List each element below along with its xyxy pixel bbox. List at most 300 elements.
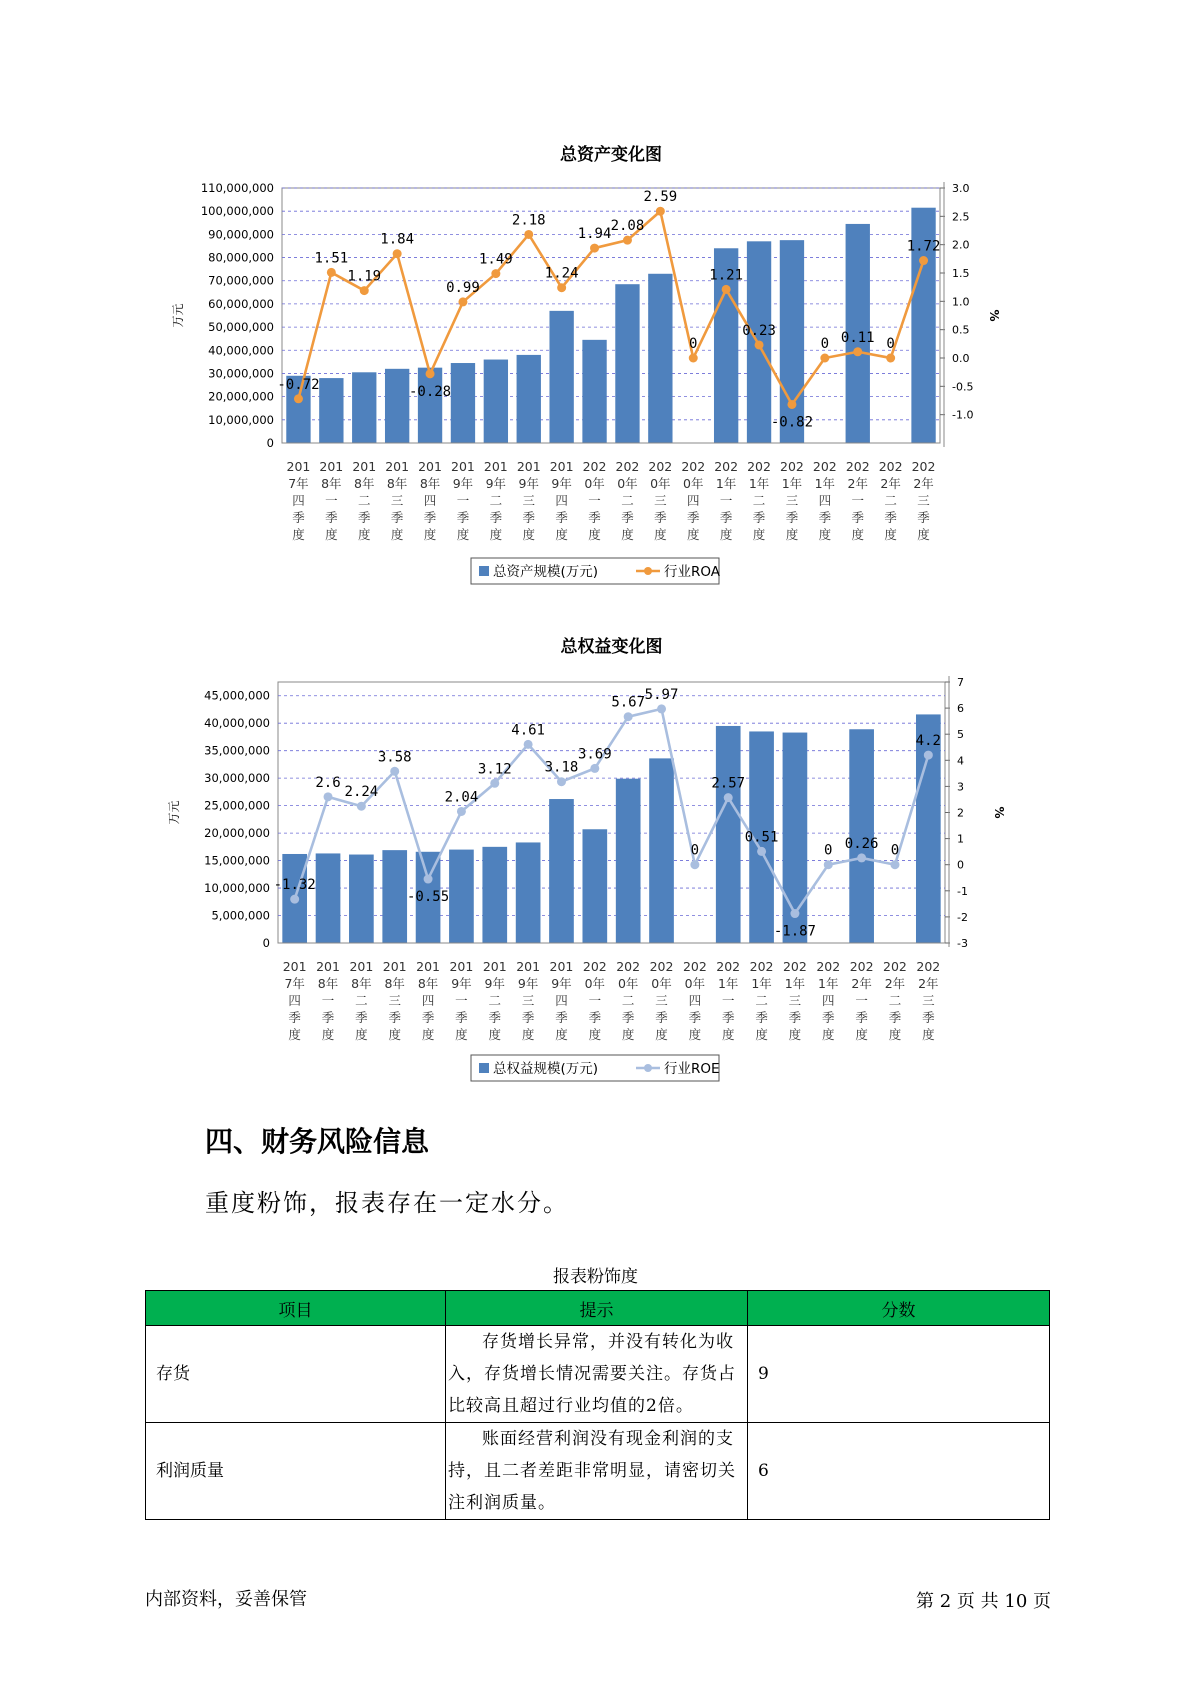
x-tick-label: 201 bbox=[549, 959, 574, 974]
x-tick-label: 度 bbox=[390, 527, 404, 542]
x-tick-label: 季 bbox=[818, 510, 832, 525]
data-label: 4.2 bbox=[915, 733, 941, 750]
data-label: 2.59 bbox=[643, 189, 678, 206]
data-label: 1.51 bbox=[314, 250, 349, 267]
y-tick-label: 60,000,000 bbox=[208, 296, 274, 311]
x-tick-label: 8年 bbox=[351, 976, 372, 991]
x-tick-label: 度 bbox=[355, 1027, 368, 1042]
line-point bbox=[857, 853, 866, 862]
x-tick-label: 季 bbox=[922, 1010, 935, 1025]
x-tick-label: 2年 bbox=[913, 476, 934, 491]
header-score: 分数 bbox=[748, 1291, 1050, 1326]
x-tick-label: 度 bbox=[423, 527, 437, 542]
x-tick-label: 一 bbox=[588, 493, 601, 508]
line-point bbox=[524, 230, 533, 239]
bar bbox=[352, 372, 376, 443]
x-tick-label: 8年 bbox=[321, 476, 342, 491]
x-tick-label: 201 bbox=[449, 959, 474, 974]
x-tick-label: 一 bbox=[719, 493, 733, 508]
x-tick-label: 度 bbox=[455, 1027, 468, 1042]
line-point bbox=[624, 712, 633, 721]
y-tick-label: 15,000,000 bbox=[204, 853, 270, 868]
data-label: 0 bbox=[690, 842, 700, 859]
x-tick-label: 二 bbox=[884, 493, 897, 508]
y2-tick-label: 0.0 bbox=[952, 352, 970, 365]
x-tick-label: 二 bbox=[888, 993, 902, 1008]
y2-tick-label: 0.5 bbox=[952, 323, 970, 337]
data-label: 1.84 bbox=[380, 231, 415, 248]
x-tick-label: 202 bbox=[616, 959, 641, 974]
x-tick-label: 202 bbox=[681, 459, 706, 474]
y-tick-label: 25,000,000 bbox=[204, 798, 270, 813]
x-tick-label: 季 bbox=[621, 1010, 635, 1025]
x-tick-label: 9年 bbox=[452, 476, 474, 491]
x-tick-label: 1年 bbox=[814, 476, 836, 491]
y2-tick-label: 3 bbox=[957, 780, 964, 794]
data-label: 3.12 bbox=[477, 761, 512, 778]
data-label: 0.23 bbox=[742, 322, 776, 339]
line-point bbox=[590, 764, 599, 773]
x-tick-label: 度 bbox=[522, 527, 536, 542]
x-tick-label: 202 bbox=[682, 959, 707, 974]
x-tick-label: 三 bbox=[917, 493, 930, 508]
bar bbox=[549, 311, 573, 443]
x-tick-label: 202 bbox=[916, 959, 941, 974]
data-label: 2.6 bbox=[315, 774, 341, 791]
x-tick-label: 9年 bbox=[517, 976, 539, 991]
bar bbox=[385, 369, 409, 443]
data-label: 3.69 bbox=[577, 746, 612, 763]
line-point bbox=[853, 347, 862, 356]
x-tick-label: 201 bbox=[319, 459, 344, 474]
x-tick-label: 202 bbox=[615, 459, 640, 474]
line-point bbox=[755, 340, 764, 349]
line-point bbox=[919, 256, 928, 265]
x-tick-label: 0年 bbox=[584, 976, 606, 991]
bar bbox=[316, 853, 341, 943]
line-point bbox=[886, 354, 895, 363]
x-tick-label: 2年 bbox=[880, 476, 901, 491]
x-tick-label: 季 bbox=[788, 1010, 802, 1025]
y-tick-label: 0 bbox=[266, 436, 274, 450]
table-row bbox=[146, 1326, 1050, 1423]
legend-bar-swatch bbox=[479, 1063, 489, 1073]
x-tick-label: 度 bbox=[655, 1027, 668, 1042]
row-score: 6 bbox=[748, 1423, 1050, 1520]
total-equity-chart bbox=[0, 630, 1191, 1100]
total-assets-chart bbox=[0, 130, 1191, 600]
line-point bbox=[357, 802, 366, 811]
x-tick-label: 0年 bbox=[651, 976, 672, 991]
bar bbox=[516, 842, 541, 943]
x-tick-label: 季 bbox=[688, 1010, 702, 1025]
x-tick-label: 9年 bbox=[551, 976, 572, 991]
x-tick-label: 2年 bbox=[851, 976, 872, 991]
plot-area bbox=[278, 682, 945, 943]
x-tick-label: 度 bbox=[654, 527, 667, 542]
x-tick-label: 季 bbox=[488, 1010, 502, 1025]
row-score: 9 bbox=[748, 1326, 1050, 1423]
x-tick-label: 202 bbox=[582, 459, 607, 474]
data-label: -0.72 bbox=[277, 376, 320, 393]
x-tick-label: 二 bbox=[357, 493, 371, 508]
x-tick-label: 度 bbox=[555, 527, 568, 542]
x-tick-label: 三 bbox=[521, 993, 535, 1008]
x-tick-label: 季 bbox=[423, 510, 437, 525]
chart-title: 总权益变化图 bbox=[560, 637, 663, 657]
y2-tick-label: 0 bbox=[957, 858, 964, 872]
line-point bbox=[790, 909, 799, 918]
x-tick-label: 三 bbox=[388, 993, 401, 1008]
x-tick-label: 1年 bbox=[717, 976, 739, 991]
row-item: 存货 bbox=[146, 1326, 446, 1423]
x-tick-label: 季 bbox=[456, 510, 470, 525]
header-item: 项目 bbox=[146, 1291, 446, 1326]
y-tick-label: 10,000,000 bbox=[208, 412, 274, 427]
x-tick-label: 202 bbox=[782, 959, 807, 974]
x-tick-label: 季 bbox=[455, 1010, 468, 1025]
x-tick-label: 四 bbox=[288, 993, 301, 1008]
x-tick-label: 季 bbox=[321, 1010, 335, 1025]
x-tick-label: 四 bbox=[292, 493, 305, 508]
x-tick-label: 季 bbox=[355, 1010, 368, 1025]
data-label: 1.24 bbox=[544, 265, 579, 282]
data-label: 5.97 bbox=[644, 686, 679, 703]
x-tick-label: 四 bbox=[686, 493, 700, 508]
line-point bbox=[524, 740, 533, 749]
line-point bbox=[590, 244, 599, 253]
line-point bbox=[424, 875, 433, 884]
x-tick-label: 201 bbox=[516, 959, 541, 974]
x-tick-label: 二 bbox=[755, 993, 768, 1008]
x-tick-label: 季 bbox=[357, 510, 371, 525]
x-tick-label: 二 bbox=[355, 993, 368, 1008]
bar bbox=[382, 850, 407, 943]
data-label: 0.26 bbox=[844, 835, 879, 852]
table-header-row bbox=[146, 1291, 1050, 1326]
data-label: 0 bbox=[886, 336, 895, 352]
y2-tick-label: 2.0 bbox=[952, 238, 970, 252]
line-point bbox=[491, 269, 500, 278]
y-tick-label: 35,000,000 bbox=[204, 743, 270, 758]
x-tick-label: 度 bbox=[888, 1027, 902, 1042]
data-label: 1.94 bbox=[577, 226, 612, 243]
data-label: 0.51 bbox=[744, 829, 779, 846]
legend-bar-label: 总资产规模(万元) bbox=[493, 564, 599, 580]
x-tick-label: 度 bbox=[719, 527, 733, 542]
x-tick-label: 2年 bbox=[884, 976, 906, 991]
x-tick-label: 季 bbox=[521, 1010, 535, 1025]
x-tick-label: 201 bbox=[352, 459, 377, 474]
x-tick-label: 度 bbox=[521, 1027, 535, 1042]
x-tick-label: 1年 bbox=[715, 476, 737, 491]
x-tick-label: 度 bbox=[721, 1027, 735, 1042]
x-tick-label: 202 bbox=[582, 959, 607, 974]
bar bbox=[582, 829, 607, 943]
x-tick-label: 季 bbox=[489, 510, 503, 525]
y2-tick-label: -2 bbox=[957, 910, 968, 924]
x-tick-label: 季 bbox=[555, 1010, 568, 1025]
line-point bbox=[623, 236, 632, 245]
y-tick-label: 70,000,000 bbox=[208, 273, 274, 288]
x-tick-label: 度 bbox=[288, 1027, 301, 1042]
bar bbox=[482, 847, 507, 943]
legend-bar-label: 总权益规模(万元) bbox=[493, 1061, 599, 1077]
y2-tick-label: 5 bbox=[957, 728, 964, 742]
x-tick-label: 0年 bbox=[617, 476, 638, 491]
bar bbox=[484, 360, 508, 443]
line-point bbox=[924, 751, 933, 760]
line-point bbox=[393, 249, 402, 258]
x-tick-label: 季 bbox=[588, 1010, 602, 1025]
data-label: -1.32 bbox=[273, 877, 316, 894]
x-tick-label: 度 bbox=[818, 527, 832, 542]
y-tick-label: 45,000,000 bbox=[204, 688, 270, 703]
y2-tick-label: 1.5 bbox=[952, 267, 970, 280]
x-tick-label: 201 bbox=[286, 459, 311, 474]
legend-bar-swatch bbox=[479, 566, 489, 576]
bar bbox=[780, 240, 804, 443]
x-tick-label: 季 bbox=[851, 510, 865, 525]
x-tick-label: 一 bbox=[851, 493, 865, 508]
x-tick-label: 季 bbox=[822, 1010, 835, 1025]
x-tick-label: 2年 bbox=[847, 476, 868, 491]
x-tick-label: 202 bbox=[849, 959, 874, 974]
data-label: 0 bbox=[890, 842, 900, 859]
x-tick-label: 四 bbox=[818, 493, 832, 508]
x-tick-label: 9年 bbox=[451, 976, 472, 991]
x-tick-label: 201 bbox=[549, 459, 574, 474]
x-tick-label: 度 bbox=[822, 1027, 835, 1042]
x-tick-label: 201 bbox=[316, 959, 340, 974]
y-tick-label: 20,000,000 bbox=[208, 389, 274, 404]
legend-line-marker bbox=[644, 1064, 652, 1072]
legend-line-label: 行业ROE bbox=[664, 1061, 720, 1077]
x-tick-label: 季 bbox=[884, 510, 897, 525]
line-point bbox=[757, 847, 766, 856]
x-tick-label: 季 bbox=[555, 510, 568, 525]
x-tick-label: 201 bbox=[382, 959, 407, 974]
y-tick-label: 0 bbox=[262, 936, 270, 950]
x-tick-label: 季 bbox=[421, 1010, 435, 1025]
x-tick-label: 7年 bbox=[284, 976, 305, 991]
x-tick-label: 0年 bbox=[584, 476, 605, 491]
y-axis-title: 万元 bbox=[171, 303, 185, 328]
x-tick-label: 四 bbox=[423, 493, 437, 508]
x-tick-label: 一 bbox=[588, 993, 602, 1008]
x-tick-label: 202 bbox=[648, 459, 673, 474]
bar bbox=[648, 274, 672, 443]
x-tick-label: 1年 bbox=[748, 476, 770, 491]
x-tick-label: 度 bbox=[855, 1027, 868, 1042]
x-tick-label: 季 bbox=[855, 1010, 868, 1025]
x-tick-label: 季 bbox=[785, 510, 799, 525]
x-tick-label: 季 bbox=[288, 1010, 301, 1025]
x-tick-label: 201 bbox=[451, 459, 475, 474]
line-point bbox=[290, 895, 299, 904]
x-tick-label: 季 bbox=[325, 510, 338, 525]
x-tick-label: 202 bbox=[716, 959, 741, 974]
line-point bbox=[294, 394, 303, 403]
x-tick-label: 度 bbox=[421, 1027, 435, 1042]
line-point bbox=[724, 793, 733, 802]
line-point bbox=[656, 207, 665, 216]
data-label: 1.72 bbox=[906, 238, 941, 255]
x-tick-label: 201 bbox=[416, 959, 441, 974]
data-label: -0.28 bbox=[408, 383, 452, 400]
line-point bbox=[557, 777, 566, 786]
x-tick-label: 季 bbox=[719, 510, 733, 525]
x-tick-label: 202 bbox=[714, 459, 739, 474]
x-tick-label: 一 bbox=[455, 993, 468, 1008]
y2-tick-label: 7 bbox=[957, 676, 964, 689]
y2-tick-label: -3 bbox=[957, 937, 968, 950]
bar bbox=[418, 368, 442, 443]
y2-tick-label: 1 bbox=[957, 832, 964, 846]
data-label: 3.58 bbox=[377, 749, 412, 766]
y-tick-label: 100,000,000 bbox=[200, 204, 274, 219]
x-tick-label: 7年 bbox=[288, 476, 309, 491]
y-tick-label: 5,000,000 bbox=[211, 908, 270, 923]
x-tick-label: 201 bbox=[349, 959, 374, 974]
y2-tick-label: 6 bbox=[957, 702, 964, 716]
line-point bbox=[327, 268, 336, 277]
legend-line-label: 行业ROA bbox=[664, 564, 721, 580]
x-tick-label: 度 bbox=[755, 1027, 768, 1042]
line-point bbox=[690, 860, 699, 869]
y-tick-label: 20,000,000 bbox=[204, 826, 270, 841]
x-tick-label: 8年 bbox=[354, 476, 375, 491]
y2-tick-label: 3.0 bbox=[952, 182, 970, 195]
y2-axis-title: % bbox=[992, 806, 1006, 819]
y2-tick-label: 4 bbox=[957, 754, 964, 768]
x-tick-label: 202 bbox=[749, 959, 774, 974]
line-point bbox=[722, 285, 731, 294]
line-point bbox=[324, 792, 333, 801]
data-label: 1.19 bbox=[347, 268, 382, 285]
x-tick-label: 8年 bbox=[386, 476, 408, 491]
x-tick-label: 度 bbox=[325, 527, 338, 542]
x-tick-label: 度 bbox=[785, 527, 799, 542]
x-tick-label: 季 bbox=[752, 510, 766, 525]
data-label: 2.24 bbox=[344, 784, 379, 801]
x-tick-label: 四 bbox=[555, 493, 568, 508]
data-label: 0.11 bbox=[840, 329, 875, 346]
x-tick-label: 三 bbox=[922, 993, 935, 1008]
x-tick-label: 202 bbox=[747, 459, 771, 474]
bar bbox=[517, 355, 541, 443]
x-tick-label: 202 bbox=[878, 459, 903, 474]
x-tick-label: 1年 bbox=[818, 976, 839, 991]
x-tick-label: 度 bbox=[588, 527, 601, 542]
x-tick-label: 度 bbox=[292, 527, 305, 542]
row-hint: 存货增长异常，并没有转化为收入，存货增长情况需要关注。存货占比较高且超过行业均值的2倍。 bbox=[446, 1326, 748, 1423]
x-tick-label: 一 bbox=[855, 993, 868, 1008]
row-item: 利润质量 bbox=[146, 1423, 446, 1520]
x-tick-label: 0年 bbox=[617, 976, 639, 991]
table-caption: 报表粉饰度 bbox=[553, 1267, 638, 1287]
footer-confidential-note: 内部资料，妥善保管 bbox=[145, 1589, 307, 1610]
y-tick-label: 90,000,000 bbox=[208, 227, 274, 242]
bar bbox=[616, 779, 641, 943]
header-hint: 提示 bbox=[446, 1291, 748, 1326]
y2-tick-label: -1.0 bbox=[952, 408, 974, 422]
x-tick-label: 202 bbox=[816, 959, 841, 974]
bar bbox=[349, 855, 374, 943]
x-tick-label: 三 bbox=[785, 493, 799, 508]
data-label: 0 bbox=[820, 336, 830, 352]
bar bbox=[716, 726, 741, 943]
line-point bbox=[787, 400, 796, 409]
line-point bbox=[820, 354, 829, 363]
line-point bbox=[458, 297, 467, 306]
x-tick-label: 季 bbox=[917, 510, 930, 525]
x-tick-label: 202 bbox=[812, 459, 837, 474]
bar bbox=[649, 758, 674, 943]
x-tick-label: 季 bbox=[686, 510, 700, 525]
data-label: 0.99 bbox=[446, 279, 480, 296]
line-point bbox=[657, 704, 666, 713]
x-tick-label: 季 bbox=[755, 1010, 768, 1025]
x-tick-label: 度 bbox=[388, 1027, 401, 1042]
x-tick-label: 季 bbox=[292, 510, 305, 525]
y2-tick-label: -1 bbox=[957, 884, 968, 898]
chart-title: 总资产变化图 bbox=[560, 145, 662, 165]
x-tick-label: 9年 bbox=[551, 476, 572, 491]
y-tick-label: 40,000,000 bbox=[204, 716, 270, 731]
x-tick-label: 二 bbox=[489, 493, 503, 508]
x-tick-label: 8年 bbox=[417, 976, 439, 991]
x-tick-label: 度 bbox=[555, 1027, 568, 1042]
x-tick-label: 季 bbox=[388, 1010, 401, 1025]
y-tick-label: 50,000,000 bbox=[208, 320, 274, 335]
section-body-text: 重度粉饰，报表存在一定水分。 bbox=[205, 1189, 569, 1217]
y-tick-label: 30,000,000 bbox=[208, 366, 274, 381]
line-point bbox=[557, 283, 566, 292]
x-tick-label: 四 bbox=[555, 993, 568, 1008]
x-tick-label: 201 bbox=[418, 459, 442, 474]
x-tick-label: 0年 bbox=[650, 476, 671, 491]
x-tick-label: 度 bbox=[686, 527, 700, 542]
x-tick-label: 8年 bbox=[317, 976, 339, 991]
bar bbox=[615, 284, 639, 443]
x-tick-label: 季 bbox=[721, 1010, 735, 1025]
x-tick-label: 1年 bbox=[781, 476, 803, 491]
data-label: 0 bbox=[824, 842, 833, 859]
x-tick-label: 二 bbox=[621, 993, 635, 1008]
y-tick-label: 40,000,000 bbox=[208, 343, 274, 358]
line-point bbox=[426, 369, 435, 378]
bar bbox=[549, 799, 574, 943]
y2-tick-label: -0.5 bbox=[952, 380, 974, 394]
x-tick-label: 8年 bbox=[384, 976, 405, 991]
x-tick-label: 201 bbox=[282, 959, 307, 974]
x-tick-label: 季 bbox=[522, 510, 536, 525]
x-tick-label: 季 bbox=[621, 510, 634, 525]
x-tick-label: 度 bbox=[788, 1027, 802, 1042]
y2-axis-title: % bbox=[987, 309, 1001, 322]
x-tick-label: 201 bbox=[385, 459, 410, 474]
y-tick-label: 30,000,000 bbox=[204, 771, 270, 786]
data-label: 2.04 bbox=[444, 789, 479, 806]
x-tick-label: 201 bbox=[483, 459, 508, 474]
x-tick-label: 季 bbox=[888, 1010, 902, 1025]
line-point bbox=[390, 767, 399, 776]
x-tick-label: 四 bbox=[421, 993, 435, 1008]
x-tick-label: 201 bbox=[516, 459, 541, 474]
x-tick-label: 0年 bbox=[683, 476, 704, 491]
x-tick-label: 度 bbox=[752, 527, 766, 542]
